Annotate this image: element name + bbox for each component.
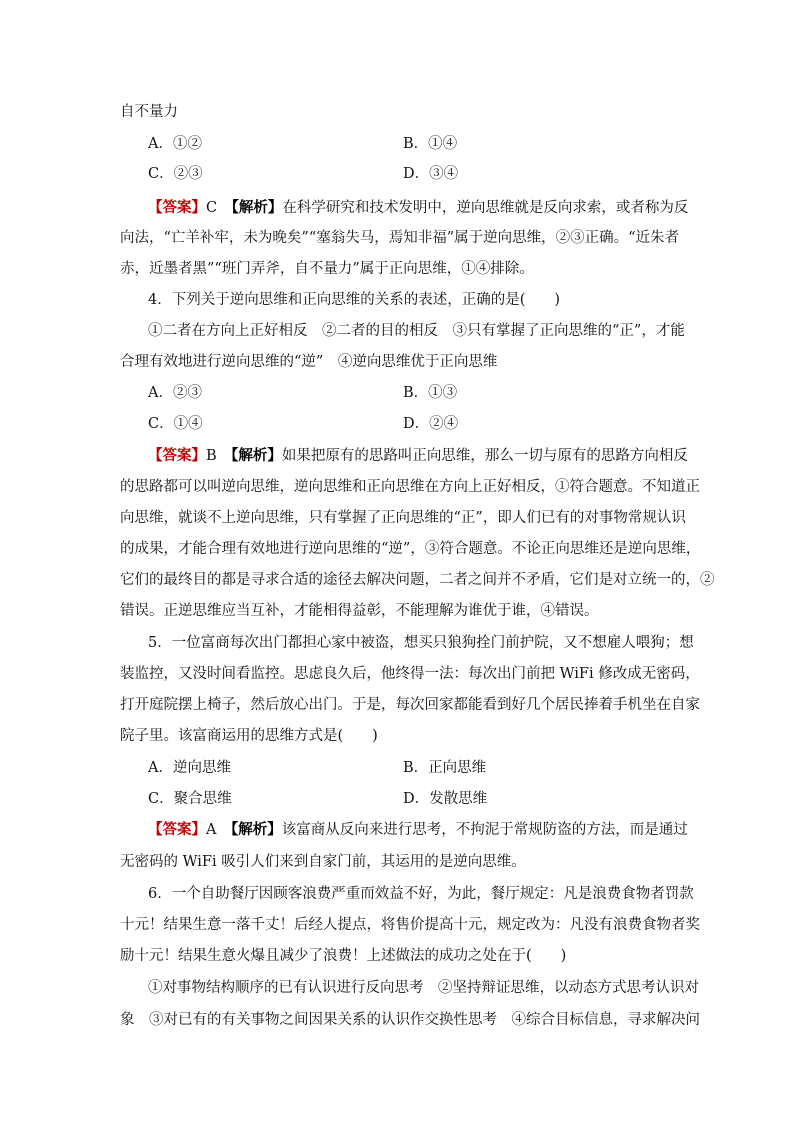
answer-label: 【答案】 xyxy=(148,447,206,464)
answer-label: 【答案】 xyxy=(148,821,206,838)
q5-stem-line-1: 5．一位富商每次出门都担心家中被盗，想买只狼狗拴门前护院，又不想雇人喂狗；想 xyxy=(148,635,694,651)
q3-stem-tail: 自不量力 xyxy=(120,104,178,120)
q5-analysis-line-2: 无密码的 WiFi 吸引人们来到自家门前，其运用的是逆向思维。 xyxy=(120,854,526,870)
analysis-text: 在科学研究和技术发明中，逆向思维就是反向求索，或者称为反 xyxy=(282,200,689,216)
analysis-text: 该富商从反向来进行思考，不拘泥于常规防盗的方法，而是通过 xyxy=(281,822,688,838)
q4-option-c: C．①④ xyxy=(148,416,203,432)
answer-value: C xyxy=(206,200,218,216)
q3-analysis-line-1 xyxy=(148,198,708,220)
q5-option-a: A．逆向思维 xyxy=(148,760,231,776)
q3-analysis-line-2: 向法，“亡羊补牢，未为晚矣”“塞翁失马，焉知非福”属于逆向思维，②③正确。“近朱者 xyxy=(120,230,680,246)
q4-analysis-line-4: 的成果，才能合理有效地进行逆向思维的“逆”，③符合题意。不论正向思维还是逆向思维， xyxy=(120,541,701,557)
q3-option-a: A．①② xyxy=(148,136,202,152)
q6-items-line-1: ①对事物结构顺序的已有认识进行反向思考 ②坚持辩证思维，以动态方式思考认识对 xyxy=(148,980,699,996)
q6-stem-line-3: 励十元！结果生意火爆且减少了浪费！上述做法的成功之处在于( ) xyxy=(120,948,567,964)
analysis-label: 【解析】 xyxy=(230,821,282,838)
q5-analysis-line-1 xyxy=(148,820,708,842)
q5-stem-line-2: 装监控，又没时间看监控。思虑良久后，他终得一法：每次出门前把 WiFi 修改成无密码， xyxy=(120,666,700,682)
q5-stem-line-3: 打开庭院摆上椅子，然后放心出门。于是，每次回家都能看到好几个居民捧着手机坐在自家 xyxy=(120,697,700,713)
q3-option-b: B．①④ xyxy=(403,136,458,152)
q4-stem: 4．下列关于逆向思维和正向思维的关系的表述，正确的是( ) xyxy=(148,292,561,308)
q3-option-d: D．③④ xyxy=(403,166,459,182)
q4-analysis-line-2: 的思路都可以叫逆向思维，逆向思维和正向思维在方向上正好相反，①符合题意。不知道正 xyxy=(120,479,700,495)
q4-analysis-line-3: 向思维，就谈不上逆向思维，只有掌握了正向思维的“正”，即人们已有的对事物常规认识 xyxy=(120,510,686,526)
q4-analysis-line-1 xyxy=(148,446,708,468)
analysis-label: 【解析】 xyxy=(231,447,282,464)
q6-stem-line-1: 6．一个自助餐厅因顾客浪费严重而效益不好，为此，餐厅规定：凡是浪费食物者罚款 xyxy=(148,886,694,902)
q4-option-b: B．①③ xyxy=(403,385,458,401)
analysis-text: 如果把原有的思路叫正向思维，那么一切与原有的思路方向相反 xyxy=(281,448,688,464)
q6-stem-line-2: 十元！结果生意一落千丈！后经人提点，将售价提高十元，规定改为：凡没有浪费食物者奖 xyxy=(120,917,700,933)
q4-option-d: D．②④ xyxy=(403,416,459,432)
q4-analysis-line-5: 它们的最终目的都是寻求合适的途径去解决问题，二者之间并不矛盾，它们是对立统一的，② xyxy=(120,572,715,588)
q5-option-d: D．发散思维 xyxy=(403,791,488,807)
q3-analysis-line-3: 赤，近墨者黑”“班门弄斧，自不量力”属于正向思维，①④排除。 xyxy=(120,261,534,277)
q5-option-c: C．聚合思维 xyxy=(148,791,232,807)
answer-value: B xyxy=(206,448,217,464)
q4-items-line-1: ①二者在方向上正好相反 ②二者的目的相反 ③只有掌握了正向思维的“正”，才能 xyxy=(148,323,685,339)
analysis-label: 【解析】 xyxy=(231,199,283,216)
q4-analysis-line-6: 错误。正逆思维应当互补，才能相得益彰，不能理解为谁优于谁，④错误。 xyxy=(120,603,599,619)
q6-items-line-2: 象 ③对已有的有关事物之间因果关系的认识作交换性思考 ④综合目标信息，寻求解决问 xyxy=(120,1012,700,1028)
answer-label: 【答案】 xyxy=(148,199,206,216)
q5-option-b: B．正向思维 xyxy=(403,760,487,776)
q4-items-line-2: 合理有效地进行逆向思维的“逆” ④逆向思维优于正向思维 xyxy=(120,354,498,370)
q3-option-c: C．②③ xyxy=(148,166,203,182)
q4-option-a: A．②③ xyxy=(148,385,202,401)
q5-stem-line-4: 院子里。该富商运用的思维方式是( ) xyxy=(120,728,378,744)
answer-value: A xyxy=(206,822,217,838)
